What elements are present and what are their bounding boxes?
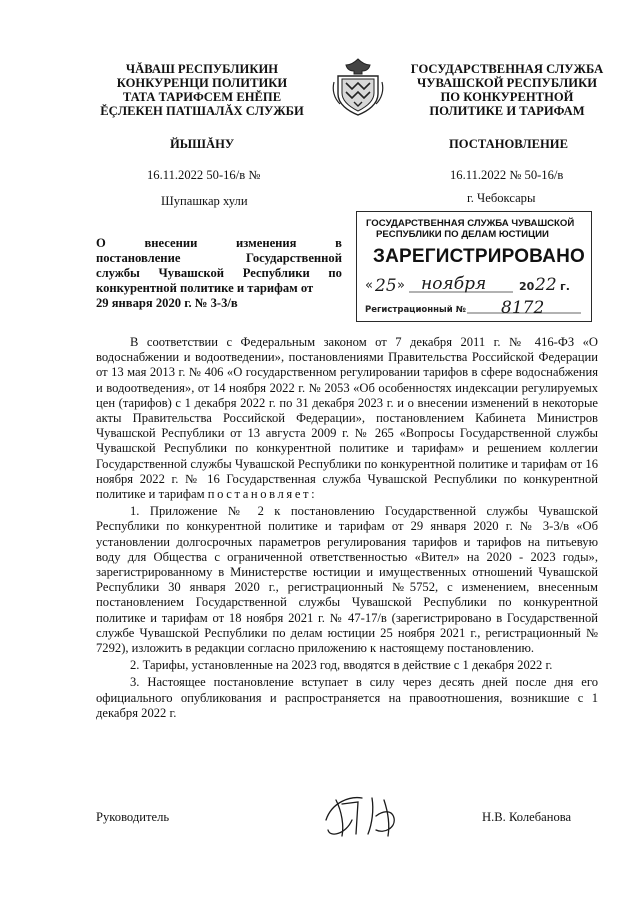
stamp-reg-number: 8172 [501, 298, 545, 318]
title-word: изменения [236, 236, 297, 250]
title-line [96, 266, 342, 281]
header-chuvash [98, 62, 306, 118]
stamp-reg-line [363, 298, 585, 318]
title-word: внесении [144, 236, 198, 250]
signatory-name: Н.В. Колебанова [482, 810, 572, 824]
stamp-date-line [363, 272, 585, 296]
stamp-year-prefix: 20 [519, 280, 535, 293]
title-word: в [335, 236, 342, 250]
stamp-reg-label: Регистрационный № [365, 305, 466, 315]
title-word: Чувашской [158, 266, 225, 280]
title-line [96, 236, 342, 251]
body-keyword: постановляет: [207, 487, 318, 502]
registration-stamp [356, 211, 592, 322]
stamp-day: 25 [375, 276, 397, 296]
title-line: 29 января 2020 г. № 3-3/в [96, 296, 238, 310]
handwritten-signature-icon [322, 790, 408, 842]
title-word: Государственной [245, 251, 342, 265]
title-line: конкурентной политике и тарифам от [96, 281, 314, 295]
stamp-authority-line: ГОСУДАРСТВЕННАЯ СЛУЖБА ЧУВАШСКОЙ [366, 218, 575, 229]
svg-text:»: » [397, 278, 405, 293]
stamp-month: ноября [421, 274, 487, 294]
doc-type-russian: ПОСТАНОВЛЕНИЕ [449, 137, 568, 151]
document-body [96, 335, 598, 721]
body-paragraph: 2. Тарифы, установленные на 2023 год, вводятся в действие с 1 декабря 2022 г. [130, 658, 553, 673]
date-number-chuvash: 16.11.2022 50-16/в № [147, 168, 261, 182]
body-paragraph: 1. Приложение № 2 к постановлению Государственной службы Чувашской Республики по конкурентной политике и тарифам от 29 января 2020 г. № 3-3/в «Об установлении долгосрочных параметров регулирования тарифов и тарифов на питьевую воду для Общества с ограниченной ответственностью «Вител» на 2020 - 2023 годы», зарегистрированному в Министерстве юстиции и имущественных отношений Чувашской Республики 30 января 2020 г., регистрационный №5752, с изменением, внесенным постановлением Государственной службы Чувашской Республики по конкурентной политике и тарифам от 18 ноября 2021 г. № 47-17/в (зарегистрировано в Государственной службе Чувашской Республики по делам юстиции 25 ноября 2021 г., регистрационный № 7292), изложить в редакции согласно приложению к настоящему постановлению. [96, 504, 598, 656]
stamp-year-suffix: 22 [535, 275, 557, 295]
signature-position: Руководитель [96, 810, 170, 824]
title-line [96, 251, 342, 266]
header-russian-line: ЧУВАШСКОЙ РЕСПУБЛИКИ [416, 76, 597, 90]
header-chuvash-line: КОНКУРЕНЦИ ПОЛИТИКИ [116, 76, 288, 90]
stamp-registered: ЗАРЕГИСТРИРОВАНО [373, 246, 585, 267]
header-chuvash-line: ĔÇЛЕКЕН ПАТШАЛĂХ СЛУЖБИ [100, 104, 304, 118]
header-russian [402, 62, 612, 118]
city-russian: г. Чебоксары [467, 191, 536, 205]
header-chuvash-line: ЧĂВАШ РЕСПУБЛИКИН [125, 62, 279, 76]
document-title [96, 236, 342, 311]
title-word: Республики [242, 266, 310, 280]
title-word: постановление [96, 251, 181, 265]
svg-text:«: « [365, 278, 373, 293]
coat-of-arms-icon [330, 56, 386, 118]
stamp-year-tail: г. [560, 280, 570, 293]
title-word: по [328, 266, 342, 280]
stamp-authority-line: РЕСПУБЛИКИ ПО ДЕЛАМ ЮСТИЦИИ [376, 229, 549, 240]
stamp-authority [366, 218, 574, 240]
header-russian-line: ПОЛИТИКЕ И ТАРИФАМ [429, 104, 585, 118]
body-paragraph: 3. Настоящее постановление вступает в силу через десять дней после дня его официального опубликования и распространяется на правоотношения, возникшие с 1 декабря 2022 г. [96, 675, 598, 720]
body-paragraph [96, 335, 598, 502]
header-russian-line: ПО КОНКУРЕНТНОЙ [440, 90, 574, 104]
date-number-russian: 16.11.2022 № 50-16/в [450, 168, 564, 182]
body-paragraph-text: В соответствии с Федеральным законом от 7 декабря 2011 г. № 416-ФЗ «О водоснабжении и водоотведении», постановлениями Правительства Российской Федерации от 13 мая 2013 г. № 406 «О государственном регулировании тарифов в сфере водоснабжения и водоотведения», от 14 ноября 2022 г. № 2053 «Об особенностях индексации регулируемых цен (тарифов) с 1 декабря 2022 г. по 31 декабря 2023 г. и о внесении изменений в некоторые акты Правительства Российской Федерации», постановлением Кабинета Министров Чувашской Республики от 13 августа 2009 г. № 265 «Вопросы Государственной службы Чувашской Республики по конкурентной политике и тарифам» и решением коллегии Государственной службы Чувашской Республики по конкурентной политике и тарифам от 16 ноября 2022 г. № 16 Государственная служба Чувашской Республики по конкурентной политике и тарифам [96, 335, 598, 502]
header-russian-line: ГОСУДАРСТВЕННАЯ СЛУЖБА [410, 62, 604, 76]
header-chuvash-line: ТАТА ТАРИФСЕМ ЕНĔПЕ [122, 90, 282, 104]
doc-type-chuvash: ЙЫШĂНУ [170, 137, 235, 151]
city-chuvash: Шупашкар хули [161, 194, 248, 208]
title-word: службы [96, 266, 140, 280]
title-word: О [96, 236, 106, 250]
